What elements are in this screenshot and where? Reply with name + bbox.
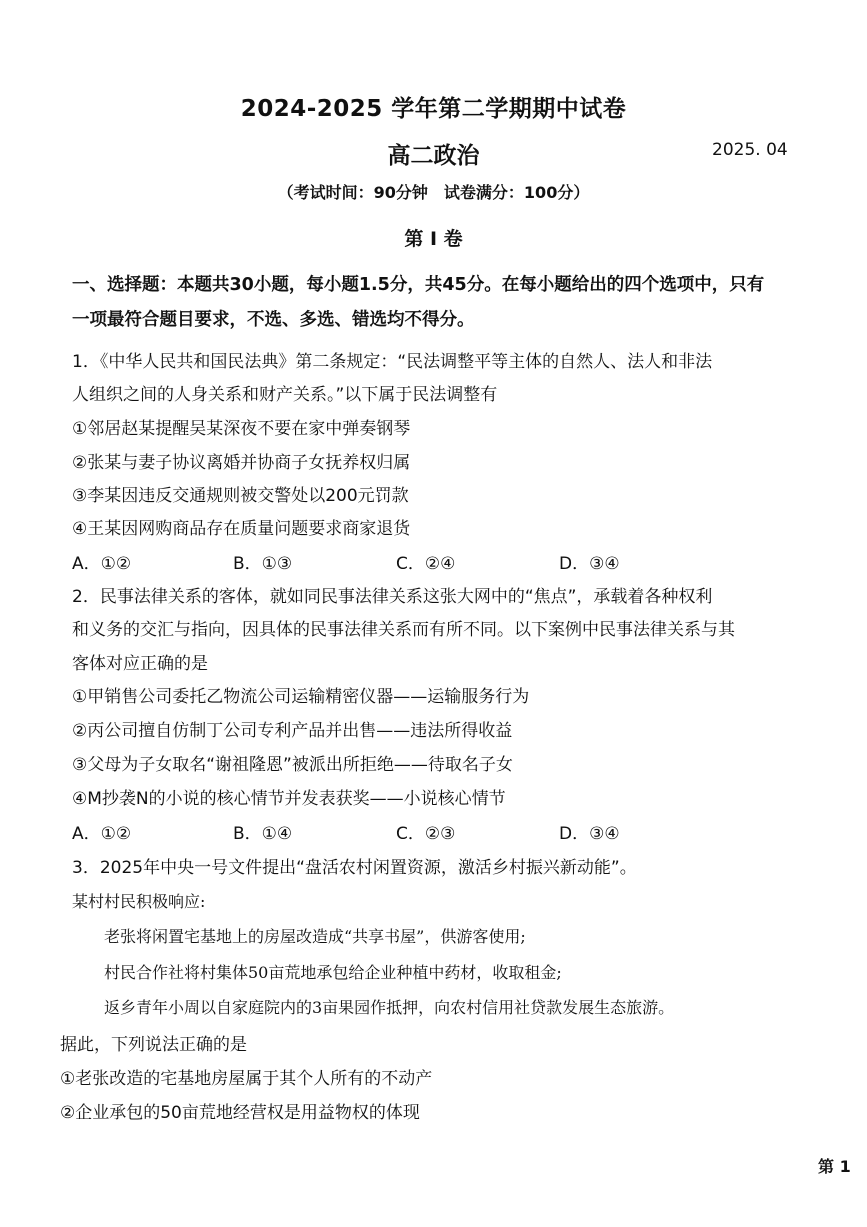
instructions-line-2: 一项最符合题目要求，不选、多选、错选均不得分。 xyxy=(72,310,475,330)
q3-passage-line-2: 村民合作社将村集体50亩荒地承包给企业种植中药材，收取租金; xyxy=(104,963,562,982)
q3-stem-line-1: 3．2025年中央一号文件提出“盘活农村闲置资源，激活乡村振兴新动能”。 xyxy=(72,858,637,878)
q1-item-2: ②张某与妻子协议离婚并协商子女抚养权归属 xyxy=(72,453,411,473)
q2-option-c: C．②③ xyxy=(396,824,456,844)
q1-stem-line-1: 1．《中华人民共和国民法典》第二条规定：“民法调整平等主体的自然人、法人和非法 xyxy=(72,352,713,372)
q2-stem-line-1: 2．民事法律关系的客体，就如同民事法律关系这张大网中的“焦点”，承载着各种权利 xyxy=(72,587,713,607)
q1-option-c: C．②④ xyxy=(396,554,456,574)
q2-option-b: B．①④ xyxy=(233,824,293,844)
exam-date: 2025. 04 xyxy=(712,140,788,160)
q2-stem-line-2: 和义务的交汇与指向，因具体的民事法律关系而有所不同。以下案例中民事法律关系与其 xyxy=(72,620,735,640)
q2-item-2: ②丙公司擅自仿制丁公司专利产品并出售——违法所得收益 xyxy=(72,721,513,741)
instructions-line-1: 一、选择题：本题共30小题，每小题1.5分，共45分。在每小题给出的四个选项中，只有 xyxy=(72,275,765,295)
q1-option-b: B．①③ xyxy=(233,554,293,574)
page-number: 第 1 xyxy=(818,1157,851,1176)
q1-stem-line-2: 人组织之间的人身关系和财产关系。”以下属于民法调整有 xyxy=(72,385,498,405)
q3-passage-line-3: 返乡青年小周以自家庭院内的3亩果园作抵押，向农村信用社贷款发展生态旅游。 xyxy=(104,998,675,1017)
section-heading: 第 I 卷 xyxy=(404,228,463,250)
q1-option-d: D．③④ xyxy=(559,554,620,574)
q3-passage-line-1: 老张将闲置宅基地上的房屋改造成“共享书屋”，供游客使用; xyxy=(104,927,526,946)
q2-option-d: D．③④ xyxy=(559,824,620,844)
exam-subject: 高二政治 xyxy=(387,143,480,169)
q1-item-3: ③李某因违反交通规则被交警处以200元罚款 xyxy=(72,486,409,506)
q3-item-1: ①老张改造的宅基地房屋属于其个人所有的不动产 xyxy=(60,1069,433,1089)
q2-option-a: A．①② xyxy=(72,824,132,844)
q1-item-4: ④王某因网购商品存在质量问题要求商家退货 xyxy=(72,519,411,539)
exam-title: 2024-2025 学年第二学期期中试卷 xyxy=(240,96,627,122)
q2-item-1: ①甲销售公司委托乙物流公司运输精密仪器——运输服务行为 xyxy=(72,687,530,707)
q1-option-a: A．①② xyxy=(72,554,132,574)
q2-item-4: ④M抄袭N的小说的核心情节并发表获奖——小说核心情节 xyxy=(72,789,506,809)
q2-item-3: ③父母为子女取名“谢祖隆恩”被派出所拒绝——待取名子女 xyxy=(72,755,513,775)
q3-item-2: ②企业承包的50亩荒地经营权是用益物权的体现 xyxy=(60,1103,420,1123)
q3-ask: 据此，下列说法正确的是 xyxy=(60,1035,247,1055)
q2-stem-line-3: 客体对应正确的是 xyxy=(72,654,208,674)
q1-item-1: ①邻居赵某提醒吴某深夜不要在家中弹奏钢琴 xyxy=(72,419,411,439)
exam-info: （考试时间：90分钟 试卷满分：100分） xyxy=(277,183,590,202)
q3-intro: 某村村民积极响应: xyxy=(72,892,206,911)
